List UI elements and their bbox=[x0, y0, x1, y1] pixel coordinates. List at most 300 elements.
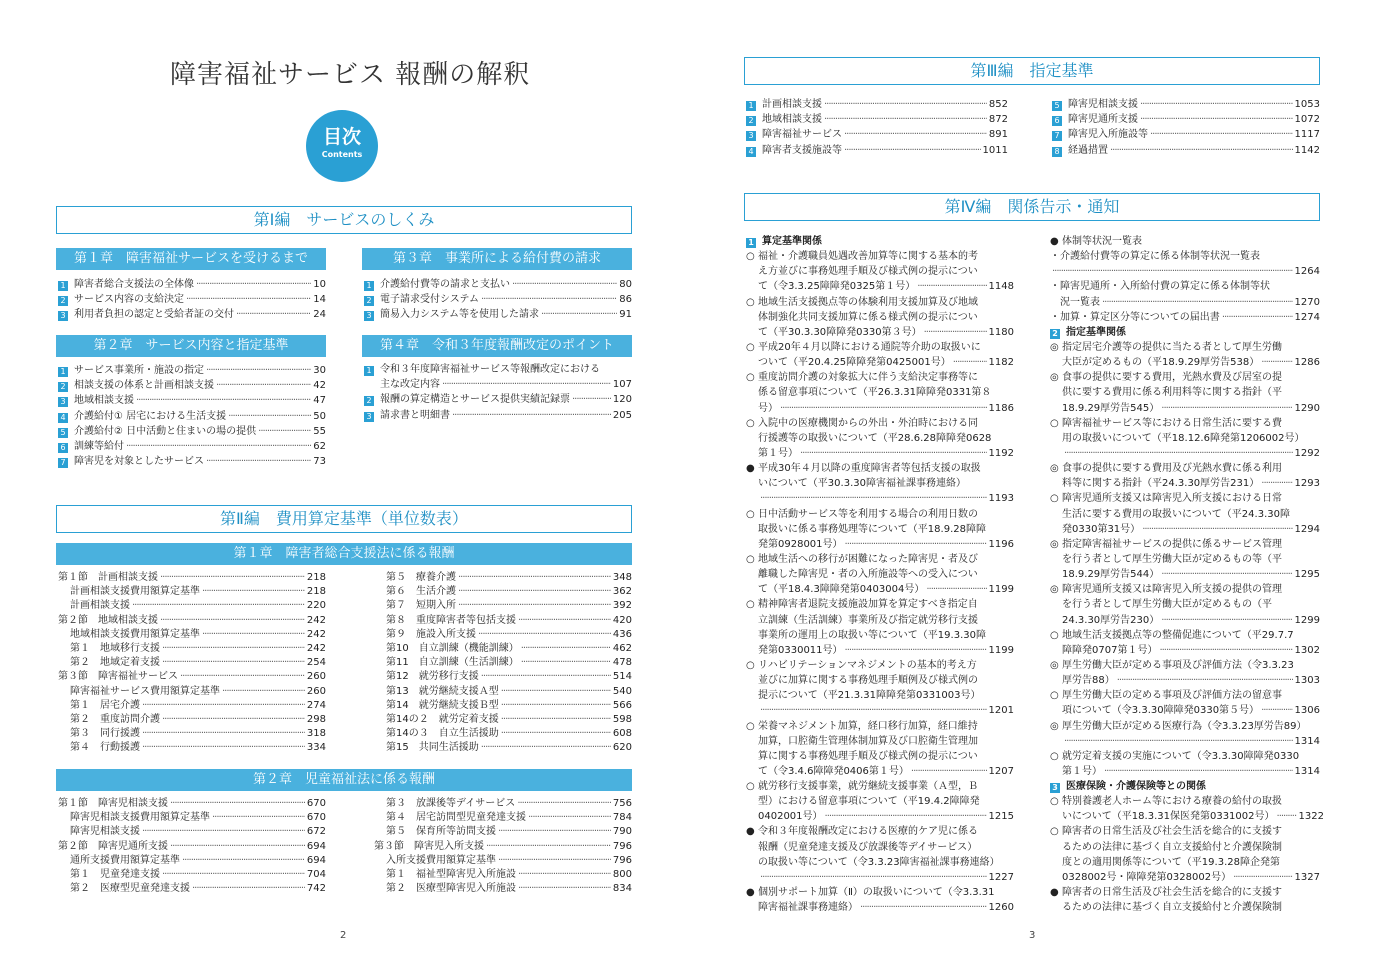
item-number-badge: 3 bbox=[364, 412, 374, 422]
toc-entry-label: 第２ 重度訪問介護 bbox=[70, 713, 160, 725]
toc-entry[interactable] bbox=[746, 97, 1008, 112]
bullet-mark: ○ bbox=[1050, 493, 1059, 505]
notice-entry[interactable] bbox=[1050, 537, 1320, 582]
notice-page: 1196 bbox=[988, 538, 1014, 550]
leader-dots bbox=[760, 870, 987, 885]
item-number-badge: 1 bbox=[58, 281, 68, 291]
notice-text: 行援護等の取扱いについて（平28.6.28障障発0628 bbox=[758, 432, 992, 444]
leader-dots bbox=[458, 599, 611, 613]
notice-entry[interactable] bbox=[746, 824, 1014, 885]
toc-entry[interactable] bbox=[58, 363, 326, 378]
notice-line bbox=[746, 295, 1014, 310]
bullet-mark: ○ bbox=[746, 508, 755, 520]
notice-text: 24.3.30厚労告230） bbox=[1062, 614, 1160, 626]
notice-page: 1215 bbox=[988, 811, 1014, 823]
leader-dots bbox=[1159, 643, 1292, 658]
toc-section[interactable] bbox=[374, 840, 632, 854]
toc-entry-label: 地域相談支援 bbox=[762, 114, 822, 126]
toc-subentry[interactable] bbox=[374, 670, 632, 684]
toc-entry-page: 220 bbox=[306, 600, 326, 612]
notice-line bbox=[746, 416, 1014, 431]
notice-text: 0402001号） bbox=[758, 811, 823, 823]
toc-subentry[interactable] bbox=[374, 868, 632, 882]
leader-dots bbox=[824, 97, 987, 112]
toc-subentry[interactable] bbox=[58, 642, 326, 656]
notice-entry[interactable] bbox=[746, 416, 1014, 461]
toc-subentry[interactable] bbox=[374, 882, 632, 896]
leader-dots bbox=[481, 670, 611, 684]
notice-line bbox=[746, 597, 1014, 612]
notice-line bbox=[746, 673, 1014, 688]
notice-line bbox=[1050, 643, 1320, 658]
book-title: 障害福祉サービス 報酬の解釈 bbox=[170, 60, 531, 90]
notice-text: 型）における留意事項について（平19.4.2障障発 bbox=[758, 796, 980, 808]
toc-entry-page: 218 bbox=[306, 586, 326, 598]
item-number-badge: 3 bbox=[58, 311, 68, 321]
v1-ch1-list bbox=[58, 277, 326, 323]
toc-entry-label: 障害者総合支援法の全体像 bbox=[74, 279, 194, 290]
notice-page: 1260 bbox=[988, 902, 1014, 914]
notice-text: 障害者の日常生活及び社会生活を総合的に支援す bbox=[1062, 887, 1282, 899]
toc-entry[interactable] bbox=[58, 409, 326, 424]
toc-subentry[interactable] bbox=[58, 868, 326, 882]
toc-entry-label: 令和３年度障害福祉サービス等報酬改定における bbox=[380, 364, 600, 375]
bullet-mark: ◎ bbox=[1050, 538, 1059, 550]
notice-text: を行う者として厚生労働大臣が定めるもの等（平 bbox=[1062, 553, 1282, 565]
notice-entry[interactable] bbox=[1050, 719, 1320, 749]
notice-entry[interactable] bbox=[1050, 491, 1320, 536]
notice-line bbox=[1050, 734, 1320, 749]
notice-entry[interactable] bbox=[746, 597, 1014, 658]
toc-entry-page: 10 bbox=[313, 279, 326, 290]
toc-entry[interactable] bbox=[364, 392, 632, 407]
notice-line bbox=[1050, 900, 1320, 915]
notice-page: 1274 bbox=[1294, 311, 1320, 323]
leader-dots bbox=[845, 537, 987, 552]
toc-entry[interactable] bbox=[1052, 143, 1320, 158]
toc-entry-label: 第３節 障害児入所支援 bbox=[374, 840, 484, 852]
toc-subentry[interactable] bbox=[374, 599, 632, 613]
notice-entry[interactable] bbox=[1050, 658, 1320, 688]
toc-subentry[interactable] bbox=[374, 713, 632, 727]
toc-entry-label: 第６ 生活介護 bbox=[386, 586, 456, 598]
toc-section[interactable] bbox=[58, 571, 326, 585]
notice-text: 第１号） bbox=[758, 447, 798, 459]
leader-dots bbox=[1233, 870, 1292, 885]
toc-subentry[interactable] bbox=[374, 628, 632, 642]
toc-entry-label: 第９ 施設入所支援 bbox=[386, 628, 476, 640]
leader-dots bbox=[501, 699, 611, 713]
toc-entry[interactable] bbox=[746, 143, 1008, 158]
leader-dots bbox=[160, 571, 305, 585]
toc-entry-page: 790 bbox=[612, 826, 632, 838]
toc-entry-page: 91 bbox=[619, 309, 632, 321]
toc-entry-page: 62 bbox=[313, 440, 326, 452]
leader-dots bbox=[162, 713, 305, 727]
leader-dots bbox=[518, 614, 611, 628]
notice-line bbox=[1050, 840, 1320, 855]
notice-text: て（平18.4.3障障発第0403004号） bbox=[758, 584, 925, 596]
leader-dots bbox=[162, 656, 305, 670]
notice-entry[interactable] bbox=[1050, 688, 1320, 718]
toc-entry-page: 462 bbox=[612, 642, 632, 654]
notice-entry[interactable] bbox=[746, 779, 1014, 824]
notice-text: 地域生活への移行が困難になった障害児・者及び bbox=[758, 553, 978, 565]
notice-text: 障害児通所支援又は障害児入所支援における日常 bbox=[1062, 493, 1282, 505]
notice-text: て（令3.3.25障障発0325第１号） bbox=[758, 281, 916, 293]
toc-entry-label-continued: 主な改定内容 bbox=[380, 379, 440, 391]
notice-entry[interactable] bbox=[1050, 310, 1320, 325]
toc-entry-label: 第13 就労継続支援Ａ型 bbox=[386, 685, 499, 697]
leader-dots bbox=[206, 363, 311, 378]
notice-text: 厚労告88） bbox=[1062, 675, 1115, 687]
notice-line bbox=[746, 370, 1014, 385]
toc-subentry[interactable] bbox=[374, 614, 632, 628]
notice-line bbox=[1050, 855, 1320, 870]
notice-entry[interactable] bbox=[746, 719, 1014, 780]
leader-dots bbox=[142, 825, 305, 839]
toc-subentry[interactable] bbox=[58, 713, 326, 727]
toc-entry-label: 第14の３ 自立生活援助 bbox=[386, 728, 499, 740]
notice-page: 1295 bbox=[1294, 569, 1320, 581]
notice-page: 1182 bbox=[988, 357, 1014, 369]
leader-dots bbox=[521, 656, 611, 670]
notice-page: 1186 bbox=[988, 402, 1014, 414]
item-number-badge: 7 bbox=[1052, 131, 1062, 141]
notice-text: 指定障害福祉サービスの提供に係るサービス管理 bbox=[1062, 538, 1282, 550]
leader-dots bbox=[517, 797, 611, 811]
toc-entry[interactable] bbox=[364, 277, 632, 292]
leader-dots bbox=[1261, 703, 1292, 718]
notice-entry[interactable] bbox=[746, 295, 1014, 340]
notice-entry[interactable] bbox=[1050, 749, 1320, 779]
toc-subsection-heading[interactable] bbox=[746, 234, 1014, 249]
toc-entry[interactable] bbox=[58, 307, 326, 322]
notice-text: 指定居宅介護等の提供に当たる者として厚生労働 bbox=[1062, 341, 1282, 353]
toc-entry[interactable] bbox=[746, 127, 1008, 142]
bullet-mark: ● bbox=[1050, 236, 1059, 247]
toc-entry-page: 260 bbox=[306, 671, 326, 683]
notice-line bbox=[746, 734, 1014, 749]
notice-line bbox=[746, 491, 1014, 506]
notice-entry[interactable] bbox=[746, 552, 1014, 597]
notice-text: 加算，口腔衛生管理体制加算及び口腔衛生管理加 bbox=[758, 735, 978, 747]
leader-dots bbox=[860, 900, 987, 915]
toc-subentry[interactable] bbox=[58, 882, 326, 896]
notice-text: 離職した障害児・者の入所施設等への受入につい bbox=[758, 569, 978, 581]
notice-entry[interactable] bbox=[1050, 279, 1320, 309]
toc-entry[interactable] bbox=[364, 362, 632, 377]
toc-subentry[interactable] bbox=[58, 599, 326, 613]
toc-entry-page: 796 bbox=[612, 840, 632, 852]
toc-subentry[interactable] bbox=[58, 741, 326, 755]
bullet-mark: ○ bbox=[1050, 629, 1059, 641]
notice-text: ・介護給付費等の算定に係る体制等状況一覧表 bbox=[1050, 251, 1260, 263]
toc-subentry[interactable] bbox=[58, 854, 326, 868]
toc-entry-label: 計画相談支援費用額算定基準 bbox=[70, 586, 200, 598]
leader-dots bbox=[512, 277, 617, 292]
notice-line bbox=[746, 885, 1014, 900]
notice-text: 福祉・介護職員処遇改善加算等に関する基本的考 bbox=[758, 251, 978, 263]
toc-entry-label: 第２節 障害児通所支援 bbox=[58, 840, 168, 852]
notice-text: 算に関する事務処理手順及び様式例の提示につい bbox=[758, 750, 978, 762]
item-number-badge: 3 bbox=[364, 311, 374, 321]
bullet-mark: ○ bbox=[746, 553, 755, 565]
leader-dots bbox=[1161, 567, 1292, 582]
leader-dots bbox=[1064, 446, 1293, 461]
toc-entry-label: 障害福祉サービス bbox=[762, 129, 842, 141]
toc-entry[interactable] bbox=[1052, 112, 1320, 127]
item-number-badge: 2 bbox=[364, 396, 374, 406]
v3-col-b bbox=[1052, 97, 1320, 158]
notice-text: 厚生労働大臣が定める医療行為（令3.3.23厚労告89） bbox=[1062, 720, 1307, 732]
toc-subsection-heading[interactable] bbox=[1050, 779, 1320, 794]
toc-entry-page: 834 bbox=[612, 883, 632, 895]
notice-page: 1199 bbox=[988, 644, 1014, 656]
notice-entry[interactable] bbox=[746, 461, 1014, 506]
item-number-badge: 4 bbox=[746, 147, 756, 157]
notice-entry[interactable] bbox=[746, 249, 1014, 294]
notice-page: 1322 bbox=[1298, 811, 1324, 823]
notice-line bbox=[746, 840, 1014, 855]
notice-entry[interactable] bbox=[1050, 461, 1320, 491]
toc-entry-page: 872 bbox=[988, 114, 1008, 126]
toc-entry[interactable] bbox=[746, 112, 1008, 127]
notice-page: 1292 bbox=[1294, 447, 1320, 459]
toc-subentry[interactable] bbox=[374, 741, 632, 755]
item-number-badge: 1 bbox=[746, 238, 756, 248]
toc-entry-label: 計画相談支援 bbox=[762, 99, 822, 110]
notice-entry[interactable] bbox=[1050, 794, 1324, 824]
leader-dots bbox=[1140, 97, 1293, 112]
notice-page: 1294 bbox=[1294, 523, 1320, 535]
toc-entry[interactable] bbox=[58, 378, 326, 393]
notice-text: 料等に関する指針（平24.3.30厚労告231） bbox=[1062, 478, 1260, 490]
notice-text: 並びに加算に関する事務処理手順例及び様式例の bbox=[758, 675, 978, 687]
notice-text: 精神障害者退院支援施設加算を算定すべき指定自 bbox=[758, 599, 978, 611]
v2-ch2-col-b bbox=[374, 797, 632, 896]
toc-section[interactable] bbox=[58, 840, 326, 854]
notice-entry[interactable] bbox=[1050, 249, 1320, 279]
v1-ch3-list bbox=[364, 277, 632, 323]
notice-text: るための法律に基づく自立支援給付と介護保険制 bbox=[1062, 841, 1282, 853]
toc-subentry[interactable] bbox=[58, 656, 326, 670]
toc-entry-label: 障害者支援施設等 bbox=[762, 144, 842, 156]
toc-subentry[interactable] bbox=[374, 727, 632, 741]
toc-entry-page: 348 bbox=[612, 572, 632, 583]
contents-badge bbox=[306, 110, 378, 182]
contents-badge-sub: Contents bbox=[321, 150, 363, 159]
bullet-mark: ○ bbox=[746, 659, 755, 671]
leader-dots bbox=[844, 143, 981, 158]
notice-text: 特別養護老人ホーム等における療養の給付の取扱 bbox=[1062, 796, 1282, 808]
notice-line bbox=[1050, 764, 1320, 779]
leader-dots bbox=[202, 585, 305, 599]
v1-chapter-4-heading: 第４章 令和３年度報酬改定のポイント bbox=[362, 335, 632, 357]
notice-entry[interactable] bbox=[746, 885, 1014, 915]
toc-entry[interactable] bbox=[364, 408, 632, 423]
v1-chapter-2-heading: 第２章 サービス内容と指定基準 bbox=[56, 335, 326, 357]
notice-text: 体制等状況一覧表 bbox=[1062, 236, 1142, 247]
notice-page: 1227 bbox=[988, 871, 1014, 883]
leader-dots bbox=[212, 811, 305, 825]
notice-entry[interactable] bbox=[1050, 234, 1320, 249]
toc-entry-label: 第１ 居宅介護 bbox=[70, 699, 140, 711]
toc-entry-page: 694 bbox=[306, 854, 326, 866]
toc-entry-page: 73 bbox=[313, 456, 326, 468]
toc-subentry[interactable] bbox=[58, 699, 326, 713]
notice-entry[interactable] bbox=[746, 658, 1014, 719]
notice-entry[interactable] bbox=[746, 340, 1014, 370]
toc-subentry[interactable] bbox=[58, 685, 326, 699]
toc-subentry[interactable] bbox=[374, 642, 632, 656]
leader-dots bbox=[142, 741, 305, 755]
notice-line bbox=[1050, 719, 1320, 734]
notice-line bbox=[1050, 552, 1320, 567]
toc-entry[interactable] bbox=[58, 439, 326, 454]
toc-section[interactable] bbox=[58, 670, 326, 684]
toc-subentry[interactable] bbox=[374, 585, 632, 599]
leader-dots bbox=[953, 355, 987, 370]
notice-text: 栄養マネジメント加算，経口移行加算，経口維持 bbox=[758, 720, 978, 732]
leader-dots bbox=[844, 127, 987, 142]
toc-entry-continued bbox=[364, 377, 632, 392]
toc-subentry[interactable] bbox=[374, 685, 632, 699]
toc-entry-label: 第14 就労継続支援Ｂ型 bbox=[386, 699, 499, 711]
toc-entry[interactable] bbox=[58, 454, 326, 469]
notice-text: 度との適用関係等について（平19.3.28障企発第 bbox=[1062, 856, 1280, 868]
toc-entry[interactable] bbox=[1052, 97, 1320, 112]
v4-col-a bbox=[746, 234, 1014, 915]
toc-entry[interactable] bbox=[364, 307, 632, 322]
leader-dots bbox=[518, 868, 611, 882]
leader-dots bbox=[228, 409, 311, 424]
notice-line bbox=[746, 764, 1014, 779]
toc-entry-page: 800 bbox=[612, 868, 632, 880]
leader-dots bbox=[1161, 613, 1292, 628]
bullet-mark: ● bbox=[746, 887, 755, 899]
toc-subentry[interactable] bbox=[374, 811, 632, 825]
notice-entry[interactable] bbox=[1050, 885, 1320, 915]
toc-entry-page: 242 bbox=[306, 642, 326, 654]
toc-entry-page: 852 bbox=[988, 99, 1008, 110]
notice-line bbox=[746, 643, 1014, 658]
toc-subentry[interactable] bbox=[58, 585, 326, 599]
toc-subentry[interactable] bbox=[374, 797, 632, 811]
item-number-badge: 3 bbox=[58, 397, 68, 407]
notice-line bbox=[746, 355, 1014, 370]
toc-entry-label: 地域相談支援費用額算定基準 bbox=[70, 628, 200, 640]
toc-subentry[interactable] bbox=[58, 727, 326, 741]
notice-entry[interactable] bbox=[746, 507, 1014, 552]
item-number-badge: 1 bbox=[58, 367, 68, 377]
toc-entry[interactable] bbox=[58, 292, 326, 307]
notice-text: 発第0330011号） bbox=[758, 644, 843, 656]
notice-entry[interactable] bbox=[1050, 824, 1320, 885]
toc-subentry[interactable] bbox=[374, 825, 632, 839]
leader-dots bbox=[1104, 764, 1293, 779]
toc-entry-label: 請求書と明細書 bbox=[380, 409, 450, 421]
notice-page: 1314 bbox=[1294, 765, 1320, 777]
toc-entry[interactable] bbox=[58, 277, 326, 292]
notice-page: 1264 bbox=[1294, 266, 1320, 278]
toc-section[interactable] bbox=[58, 797, 326, 811]
notice-entry[interactable] bbox=[1050, 628, 1320, 658]
toc-subentry[interactable] bbox=[58, 628, 326, 642]
toc-entry-label: 第３ 放課後等デイサービス bbox=[386, 798, 516, 809]
toc-subentry[interactable] bbox=[58, 811, 326, 825]
item-number-badge: 6 bbox=[1052, 116, 1062, 126]
notice-line bbox=[1050, 658, 1320, 673]
notice-entry[interactable] bbox=[746, 370, 1014, 415]
toc-entry[interactable] bbox=[58, 424, 326, 439]
toc-entry-label: 障害児通所支援 bbox=[1068, 114, 1138, 126]
toc-entry-page: 1072 bbox=[1294, 114, 1320, 126]
toc-subsection-heading[interactable] bbox=[1050, 325, 1320, 340]
notice-text: 平成30年４月以降の重度障害者等包括支援の取扱 bbox=[758, 463, 981, 475]
leader-dots bbox=[521, 642, 611, 656]
leader-dots bbox=[845, 643, 987, 658]
notice-entry[interactable] bbox=[1050, 416, 1320, 461]
toc-entry-page: 608 bbox=[612, 728, 632, 740]
notice-line bbox=[1050, 522, 1320, 537]
notice-entry[interactable] bbox=[1050, 582, 1320, 627]
toc-entry[interactable] bbox=[364, 292, 632, 307]
bullet-mark: ○ bbox=[1050, 690, 1059, 702]
leader-dots bbox=[760, 703, 987, 718]
toc-subentry[interactable] bbox=[58, 825, 326, 839]
toc-section[interactable] bbox=[58, 614, 326, 628]
notice-line bbox=[1050, 582, 1320, 597]
notice-line bbox=[1050, 234, 1320, 249]
v2-ch1-col-a bbox=[58, 571, 326, 755]
notice-entry[interactable] bbox=[1050, 370, 1320, 415]
toc-entry-page: 47 bbox=[313, 395, 326, 407]
notice-text: 食事の提供に要する費用及び光熱水費に係る利用 bbox=[1062, 463, 1282, 475]
toc-subentry[interactable] bbox=[374, 699, 632, 713]
notice-text: 障害児通所支援又は障害児入所支援の提供の管理 bbox=[1062, 584, 1282, 596]
toc-entry-page: 392 bbox=[612, 600, 632, 612]
notice-line bbox=[1050, 279, 1320, 294]
toc-subentry[interactable] bbox=[374, 571, 632, 585]
toc-entry-label: 第１ 地域移行支援 bbox=[70, 642, 160, 654]
item-number-badge: 5 bbox=[58, 428, 68, 438]
notice-line bbox=[1050, 703, 1320, 718]
notice-line bbox=[1050, 749, 1320, 764]
notice-line bbox=[746, 340, 1014, 355]
toc-entry-label: 第10 自立訓練（機能訓練） bbox=[386, 642, 519, 654]
notice-line bbox=[746, 507, 1014, 522]
toc-entry[interactable] bbox=[1052, 127, 1320, 142]
notice-page: 1306 bbox=[1294, 705, 1320, 717]
leader-dots bbox=[825, 809, 987, 824]
notice-text: 発0330第31号） bbox=[1062, 523, 1141, 535]
leader-dots bbox=[926, 582, 986, 597]
toc-subentry[interactable] bbox=[374, 656, 632, 670]
bullet-mark: ◎ bbox=[1050, 463, 1059, 475]
notice-entry[interactable] bbox=[1050, 340, 1320, 370]
toc-entry-page: 50 bbox=[313, 410, 326, 422]
notice-text: 発第0928001号） bbox=[758, 538, 843, 550]
leader-dots bbox=[481, 292, 617, 307]
toc-subentry[interactable] bbox=[374, 854, 632, 868]
leader-dots bbox=[1261, 476, 1292, 491]
toc-entry-label: 第２ 医療型児童発達支援 bbox=[70, 883, 190, 895]
toc-entry[interactable] bbox=[58, 393, 326, 408]
notice-text: 0328002号・障障発第0328002号） bbox=[1062, 871, 1232, 883]
toc-entry-page: 1053 bbox=[1294, 99, 1320, 110]
toc-entry-page: 796 bbox=[612, 854, 632, 866]
